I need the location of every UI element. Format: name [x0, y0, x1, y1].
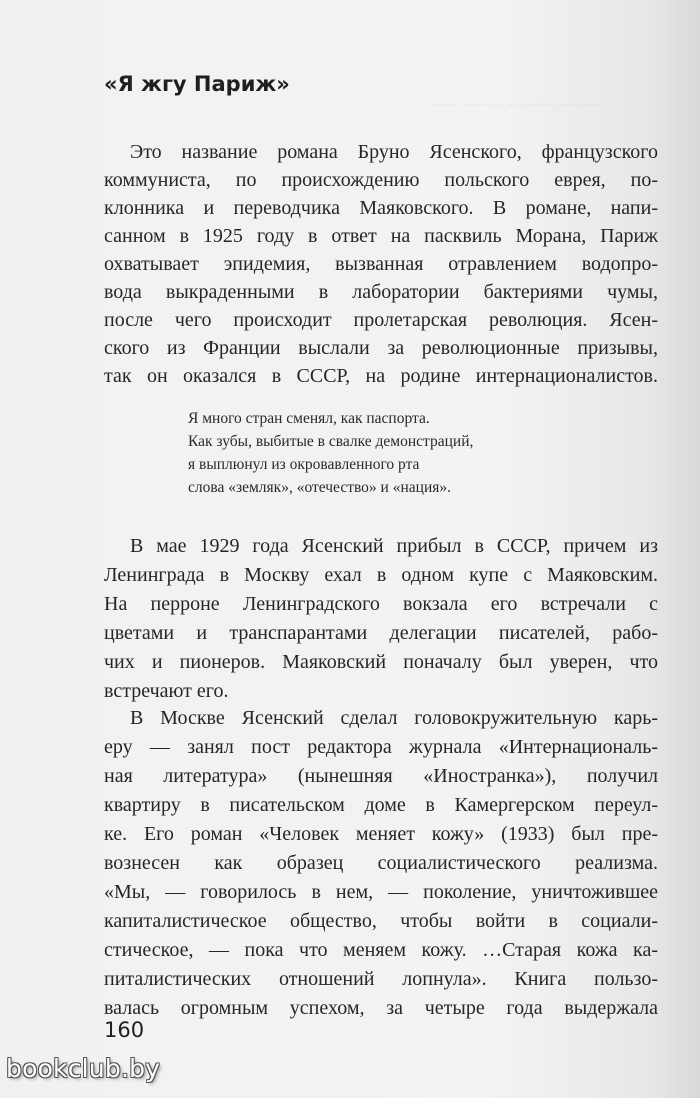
- paragraph-line: вознесен как образец социалистического реализма.: [104, 852, 658, 874]
- paragraph-line: Это название романа Бруно Ясенского, французского: [130, 141, 658, 163]
- poem-line: Я много стран сменял, как паспорта.: [188, 410, 430, 427]
- paragraph-line: чих и пионеров. Маяковский поначалу был уверен, что: [104, 651, 658, 673]
- paragraph-line: коммуниста, по происхождению польского еврея, по-: [104, 169, 658, 191]
- watermark-logo: bookclub.by: [6, 1054, 161, 1083]
- paragraph-line: вода выкраденными в лаборатории бактериями чумы,: [104, 281, 658, 303]
- paragraph-line: Ленинграда в Москву ехал в одном купе с Маяковским.: [104, 564, 658, 586]
- section-heading: «Я жгу Париж»: [104, 72, 290, 96]
- page-number: 160: [104, 1018, 145, 1042]
- paragraph-line: валась огромным успехом, за четыре года выдержала: [104, 997, 658, 1019]
- paragraph-line: В мае 1929 года Ясенский прибыл в СССР, причем из: [130, 535, 658, 557]
- paragraph-line: клонника и переводчика Маяковского. В романе, напи-: [104, 197, 658, 219]
- paragraph-line: еру — занял пост редактора журнала «Интернациональ-: [104, 736, 658, 758]
- poem-line: слова «земляк», «отечество» и «нация».: [188, 479, 451, 496]
- paragraph-line: В Москве Ясенский сделал головокружительную карь-: [130, 707, 658, 729]
- paragraph-line: цветами и транспарантами делегации писателей, рабо-: [104, 622, 658, 644]
- paragraph-line: так он оказался в СССР, на родине интернационалистов.: [104, 365, 658, 387]
- paragraph-line: стическое, — пока что меняем кожу. …Старая кожа ка-: [104, 939, 658, 961]
- poem-line: я выплюнул из окровавленного рта: [188, 456, 420, 473]
- paragraph-line: охватывает эпидемия, вызванная отравлением водопро-: [104, 253, 658, 275]
- paragraph-line: квартиру в писательском доме в Камергерском переул-: [104, 794, 658, 816]
- paragraph-line: встречают его.: [104, 680, 229, 702]
- paragraph-line: санном в 1925 году в ответ на пасквиль Морана, Париж: [104, 225, 658, 247]
- bleed-through-text: ~~~ ~~~~ ~~~~~ ~~~~: [430, 95, 600, 115]
- paragraph-line: капиталистическое общество, чтобы войти в социали-: [104, 910, 658, 932]
- poem-line: Как зубы, выбитые в свалке демонстраций,: [188, 433, 474, 450]
- paragraph-line: ная литература» (нынешняя «Иностранка»), получил: [104, 765, 658, 787]
- paragraph-line: питалистических отношений лопнула». Книга пользо-: [104, 968, 658, 990]
- paragraph-line: «Мы, — говорилось в нем, — поколение, уничтожившее: [104, 881, 658, 903]
- paragraph-line: ке. Его роман «Человек меняет кожу» (1933) был пре-: [104, 823, 658, 845]
- paragraph-line: после чего происходит пролетарская революция. Ясен-: [104, 309, 658, 331]
- paragraph-line: На перроне Ленинградского вокзала его встречали с: [104, 593, 658, 615]
- paragraph-line: ского из Франции выслали за революционные призывы,: [104, 337, 658, 359]
